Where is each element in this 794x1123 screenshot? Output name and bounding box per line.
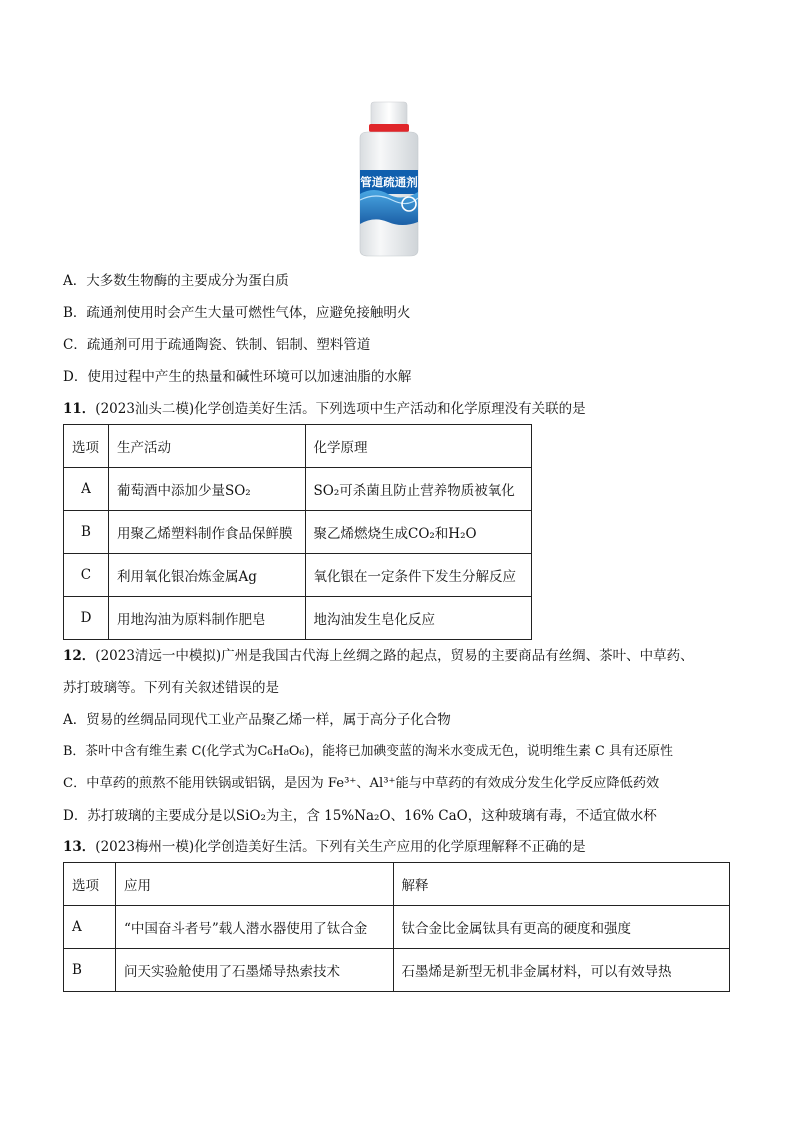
q13-stem <box>63 837 586 857</box>
q12-number: 12． <box>63 648 96 664</box>
q10-option-a: A．大多数生物酶的主要成分为蛋白质 <box>63 273 289 289</box>
table-cell: 葡萄酒中添加少量SO₂ <box>108 468 305 511</box>
table-header-cell: 化学原理 <box>305 425 532 468</box>
table-header-cell: 应用 <box>115 863 393 906</box>
q10-option-d: D．使用过程中产生的热量和碱性环境可以加速油脂的水解 <box>63 369 412 385</box>
q12-stem-line1 <box>63 646 694 666</box>
table-cell: B <box>64 949 116 992</box>
table-cell: D <box>64 597 109 640</box>
q12-option-a: A．贸易的丝绸品同现代工业产品聚乙烯一样，属于高分子化合物 <box>63 712 451 728</box>
table-cell: 地沟油发生皂化反应 <box>305 597 532 640</box>
table-cell: 问天实验舱使用了石墨烯导热索技术 <box>115 949 393 992</box>
table-header-cell: 选项 <box>64 863 116 906</box>
q11-number: 11． <box>63 401 96 417</box>
table-cell: 氧化银在一定条件下发生分解反应 <box>305 554 532 597</box>
table-cell: B <box>64 511 109 554</box>
table-cell: “中国奋斗者号”载人潜水器使用了钛合金 <box>115 906 393 949</box>
table-cell: 用聚乙烯塑料制作食品保鲜膜 <box>108 511 305 554</box>
q13-table <box>63 862 730 992</box>
table-row <box>64 949 730 992</box>
q10-option-c: C．疏通剂可用于疏通陶瓷、铁制、铝制、塑料管道 <box>63 337 371 353</box>
table-cell: A <box>64 906 116 949</box>
q12-option-d: D．苏打玻璃的主要成分是以SiO₂为主，含 15%Na₂O、16% CaO，这种玻璃有毒，不适宜做水杯 <box>63 808 657 824</box>
table-cell: 石墨烯是新型无机非金属材料，可以有效导热 <box>393 949 729 992</box>
q12-stem-line2: 苏打玻璃等。下列有关叙述错误的是 <box>63 680 279 696</box>
table-cell: 钛合金比金属钛具有更高的硬度和强度 <box>393 906 729 949</box>
table-cell: 聚乙烯燃烧生成CO₂和H₂O <box>305 511 532 554</box>
table-row <box>64 468 532 511</box>
table-cell: 用地沟油为原料制作肥皂 <box>108 597 305 640</box>
q12-option-b: B．茶叶中含有维生素 C(化学式为C₆H₈O₆)，能将已加碘变蓝的淘米水变成无色，说明维生素 C 具有还原性 <box>63 744 673 759</box>
table-header-cell: 解释 <box>393 863 729 906</box>
table-row <box>64 597 532 640</box>
drain-cleaner-bottle-image <box>352 100 426 258</box>
table-header-row <box>64 425 532 468</box>
table-header-row <box>64 863 730 906</box>
table-row <box>64 554 532 597</box>
bottle-label: 管道疏通剂 <box>360 175 418 189</box>
bottle-icon <box>352 100 426 258</box>
table-row <box>64 511 532 554</box>
q12-stem-text: (2023清远一中模拟)广州是我国古代海上丝绸之路的起点，贸易的主要商品有丝绸、茶叶、中草药、 <box>95 648 694 664</box>
q13-number: 13． <box>63 839 96 855</box>
q13-stem-text: (2023梅州一模)化学创造美好生活。下列有关生产应用的化学原理解释不正确的是 <box>95 839 586 855</box>
table-row <box>64 906 730 949</box>
table-cell: SO₂可杀菌且防止营养物质被氧化 <box>305 468 532 511</box>
table-header-cell: 选项 <box>64 425 109 468</box>
table-cell: 利用氧化银冶炼金属Ag <box>108 554 305 597</box>
q12-option-c: C．中草药的煎熬不能用铁锅或铝锅，是因为 Fe³⁺、Al³⁺能与中草药的有效成分发生化学反应降低药效 <box>63 776 660 791</box>
q11-stem-text: (2023汕头二模)化学创造美好生活。下列选项中生产活动和化学原理没有关联的是 <box>95 401 586 417</box>
q10-option-b: B．疏通剂使用时会产生大量可燃性气体，应避免接触明火 <box>63 305 411 321</box>
table-cell: C <box>64 554 109 597</box>
table-cell: A <box>64 468 109 511</box>
table-header-cell: 生产活动 <box>108 425 305 468</box>
q11-table <box>63 424 532 640</box>
q11-stem <box>63 399 586 419</box>
